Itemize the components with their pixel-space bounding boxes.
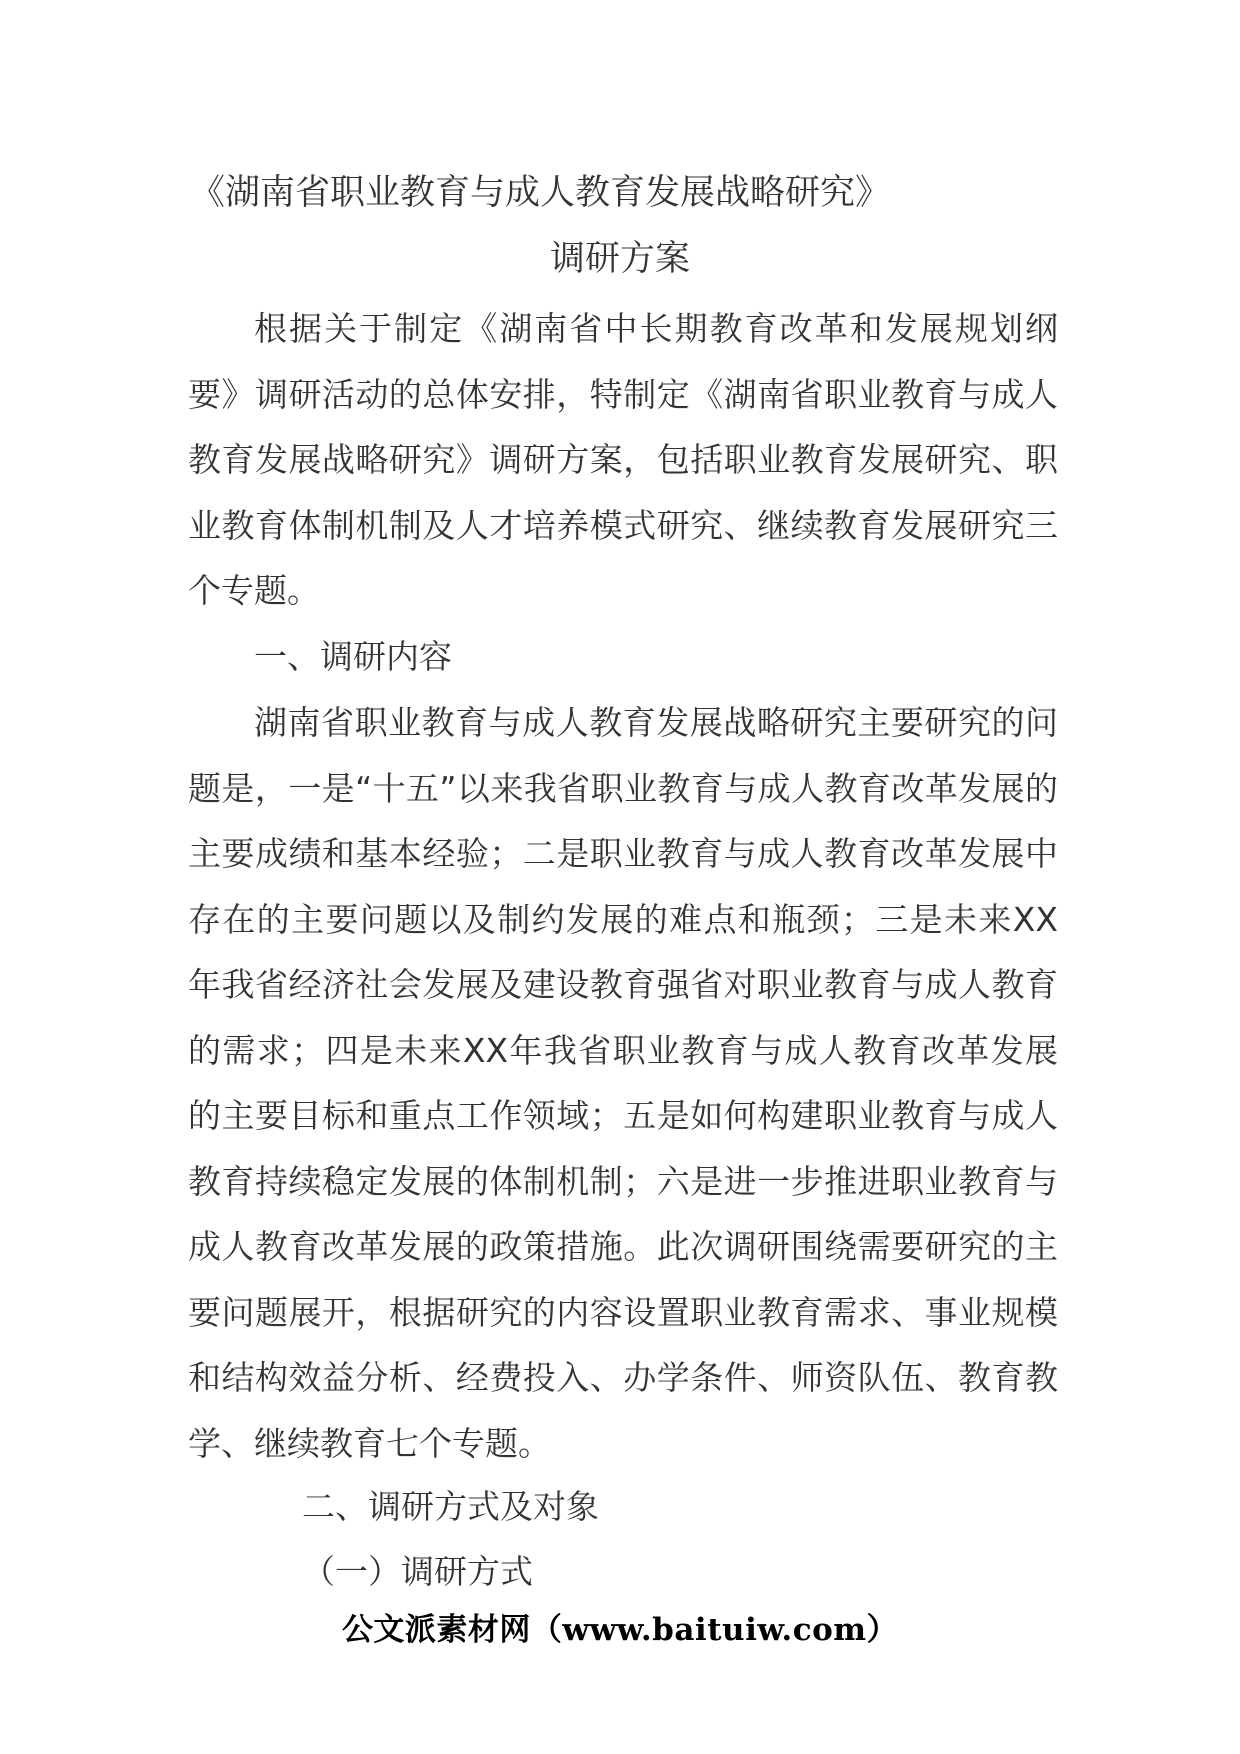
- section-paragraph-content: 湖南省职业教育与成人教育发展战略研究主要研究的问题是，一是“十五”以来我省职业教育与成人教育改革发展的主要成绩和基本经验；二是职业教育与成人教育改革发展中存在的主要问题以及制约发展的难点和瓶颈；三是未来XX年我省经济社会发展及建设教育强省对职业教育与成人教育的需求；四是未来XX年我省职业教育与成人教育改革发展的主要目标和重点工作领域；五是如何构建职业教育与成人教育持续稳定发展的体制机制；六是进一步推进职业教育与成人教育改革发展的政策措施。此次调研围绕需要研究的主要问题展开，根据研究的内容设置职业教育需求、事业规模和结构效益分析、经费投入、办学条件、师资队伍、教育教学、继续教育七个专题。: [188, 703, 1058, 1463]
- section-heading-methods: 二、调研方式及对象: [302, 1487, 599, 1526]
- footer-watermark: 公文派素材网（www.baituiw.com）: [341, 1612, 899, 1648]
- section-heading-content: 一、调研内容: [254, 637, 452, 676]
- document-title: 《湖南省职业教育与成人教育发展战略研究》: [190, 173, 891, 213]
- intro-paragraph: 根据关于制定《湖南省中长期教育改革和发展规划纲要》调研活动的总体安排，特制定《湖南省职业教育与成人教育发展战略研究》调研方案，包括职业教育发展研究、职业教育体制机制及人才培养模式研究、继续教育发展研究三个专题。: [188, 309, 1058, 610]
- document-subtitle-text: 调研方案: [549, 239, 690, 279]
- subsection-heading-methods: （一）调研方式: [302, 1552, 533, 1591]
- document-subtitle: [0, 236, 1240, 282]
